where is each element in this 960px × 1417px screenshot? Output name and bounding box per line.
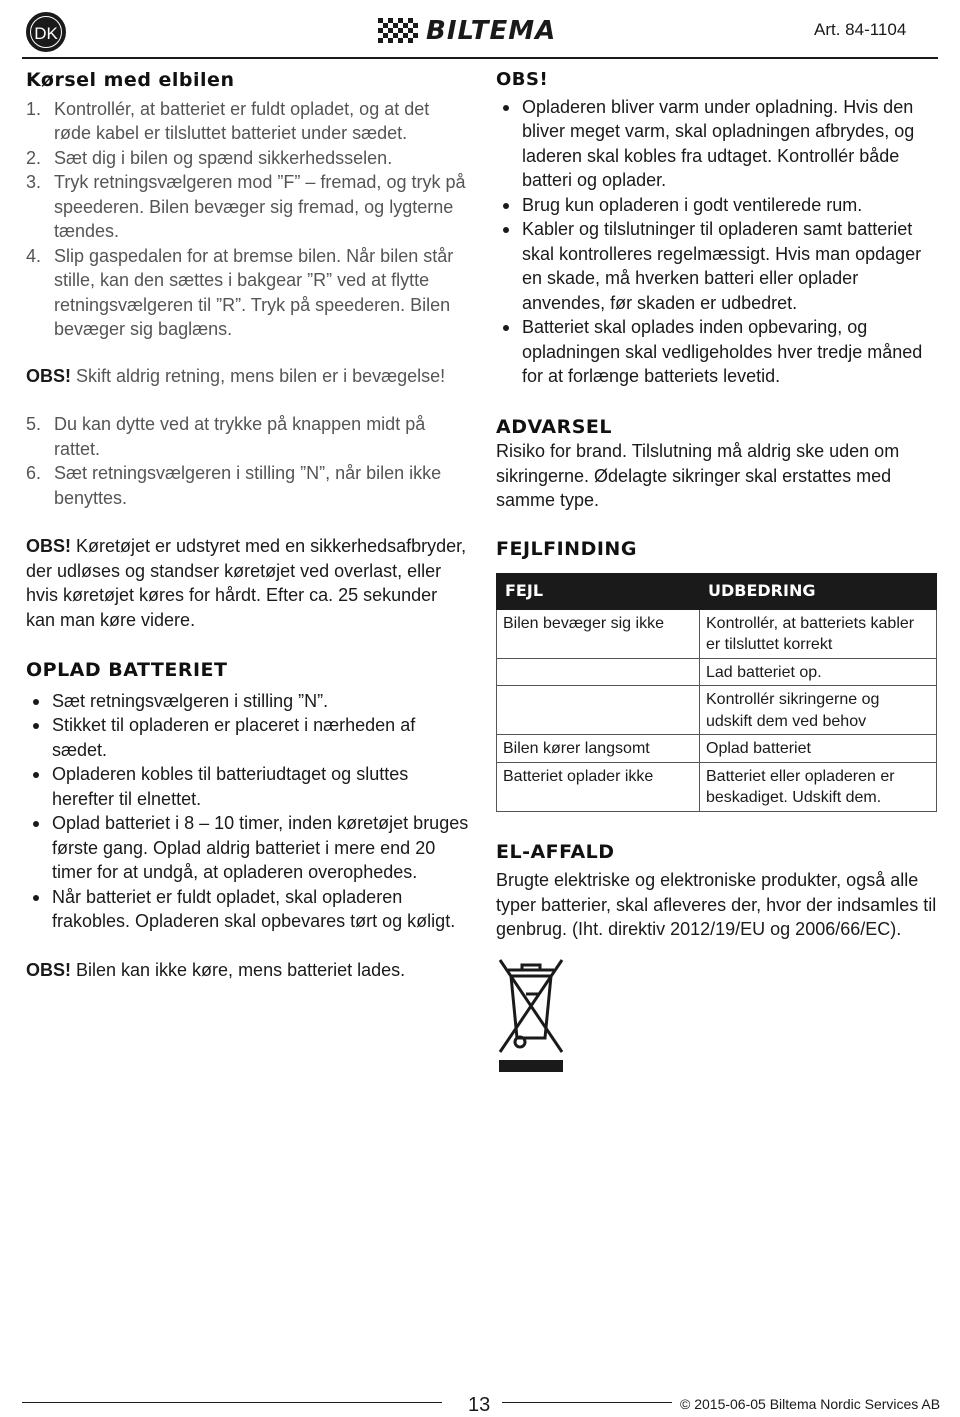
step-number: 3. xyxy=(26,172,42,192)
numbered-step xyxy=(26,97,470,146)
step-number: 2. xyxy=(26,147,42,168)
header-bar xyxy=(0,0,960,60)
obs-label: OBS! xyxy=(26,365,71,386)
step-number: 4. xyxy=(26,245,42,266)
table-row xyxy=(497,735,937,763)
remedy-cell: Lad batteriet op. xyxy=(700,658,937,686)
step-text: Kontrollér, at batteriet er fuldt opladet, og at det røde kabel er tilsluttet batteriet under sædet. xyxy=(54,98,430,143)
table-row xyxy=(497,609,937,658)
footer-line-right xyxy=(502,1402,672,1403)
table-row xyxy=(497,762,937,811)
bullet-item: Oplad batteriet i 8 – 10 timer, inden køretøjet bruges første gang. Oplad aldrig batteriet i mere end 20 timer for at undgå, at opladeren overophedes. xyxy=(26,811,470,885)
right-column xyxy=(496,68,942,1074)
bullet-item: Stikket til opladeren er placeret i nærheden af sædet. xyxy=(26,713,470,762)
step-number: 6. xyxy=(26,463,42,483)
fejlfinding-heading: FEJLFINDING xyxy=(496,537,637,560)
numbered-step xyxy=(26,170,470,244)
table-header-fejl: FEJL xyxy=(497,574,700,610)
article-number: Art. 84-1104 xyxy=(814,20,907,39)
obs-note-2 xyxy=(26,534,470,632)
brand-name: BILTEMA xyxy=(426,16,557,46)
obs-note-text: Skift aldrig retning, mens bilen er i bevægelse! xyxy=(71,365,446,386)
header-divider xyxy=(22,57,938,59)
section-heading-charge: OPLAD BATTERIET xyxy=(26,659,228,681)
remedy-cell: Oplad batteriet xyxy=(700,735,937,763)
fault-cell: Batteriet oplader ikke xyxy=(497,762,700,811)
fault-cell xyxy=(497,658,700,686)
obs-note-1 xyxy=(26,364,470,389)
remedy-cell: Batteriet eller opladeren er beskadiget. Udskift dem. xyxy=(700,762,937,811)
step-text: Sæt retningsvælgeren i stilling ”N”, når bilen ikke benyttes. xyxy=(54,463,442,508)
bullet-item: Når batteriet er fuldt opladet, skal opladeren frakobles. Opladeren skal opbevares tørt og køligt. xyxy=(26,885,470,934)
step-text: Du kan dytte ved at trykke på knappen midt på rattet. xyxy=(54,414,426,459)
bullet-item: Opladeren bliver varm under opladning. Hvis den bliver meget varm, skal opladningen afbrydes, og laderen skal kobles fra udtaget. Kontrollér både batteri og oplader. xyxy=(496,95,942,193)
el-affald-heading: EL-AFFALD xyxy=(496,840,615,863)
numbered-step xyxy=(26,412,470,461)
bullet-item: Opladeren kobles til batteriudtaget og sluttes herefter til elnettet. xyxy=(26,762,470,811)
bullet-item: Brug kun opladeren i godt ventilerede rum. xyxy=(496,193,942,218)
checkered-flag-icon xyxy=(378,18,422,44)
charge-bullet-list xyxy=(26,689,470,934)
numbered-step xyxy=(26,244,470,342)
step-text: Sæt dig i bilen og spænd sikkerhedsselen. xyxy=(54,147,393,168)
bullet-item: Kabler og tilslutninger til opladeren samt batteriet skal kontrolleres regelmæssigt. Hvis man opdager en skade, må hverken batteri eller oplader anvendes, før skaden er udbedret. xyxy=(496,217,942,315)
numbered-step xyxy=(26,146,470,171)
obs-bullet-list xyxy=(496,95,942,389)
numbered-step xyxy=(26,461,470,510)
language-badge xyxy=(26,12,66,52)
obs-note-3 xyxy=(26,958,470,983)
fault-cell: Bilen kører langsomt xyxy=(497,735,700,763)
obs-label: OBS! xyxy=(26,536,71,556)
obs-label: OBS! xyxy=(26,959,71,980)
language-badge-label: DK xyxy=(34,24,58,43)
fault-cell: Bilen bevæger sig ikke xyxy=(497,609,700,658)
step-number: 5. xyxy=(26,414,42,434)
table-header-udbedring: UDBEDRING xyxy=(700,574,937,610)
advarsel-heading: ADVARSEL xyxy=(496,415,612,438)
table-row xyxy=(497,686,937,735)
section-heading-driving: Kørsel med elbilen xyxy=(26,69,235,91)
step-text: Slip gaspedalen for at bremse bilen. Når bilen står stille, kan den sættes i bakgear ”R” ved at flytte retningsvælgeren til ”R”. Tryk på speederen. Bilen bevæger sig baglæns. xyxy=(54,245,454,339)
remedy-cell: Kontrollér sikringerne og udskift dem ved behov xyxy=(700,686,937,735)
table-row xyxy=(497,658,937,686)
footer xyxy=(0,1390,960,1416)
left-column xyxy=(26,68,470,982)
obs-note-text: Bilen kan ikke køre, mens batteriet lades. xyxy=(71,959,406,980)
page-number: 13 xyxy=(468,1394,491,1416)
remedy-cell: Kontrollér, at batteriets kabler er tilsluttet korrekt xyxy=(700,609,937,658)
crossed-out-wheelie-bin-icon xyxy=(496,956,566,1074)
el-affald-text: Brugte elektriske og elektroniske produkter, også alle typer batterier, skal afleveres der, hvor der indsamles til genbrug. (Iht. direktiv 2012/19/EU og 2006/66/EC). xyxy=(496,870,937,939)
copyright: © 2015-06-05 Biltema Nordic Services AB xyxy=(680,1396,941,1412)
steps-list-2 xyxy=(26,412,470,510)
step-text: Tryk retningsvælgeren mod ”F” – fremad, og tryk på speederen. Bilen bevæger sig fremad, og lygterne tændes. xyxy=(54,172,466,241)
troubleshooting-table xyxy=(496,573,937,812)
obs-note-text: Køretøjet er udstyret med en sikkerhedsafbryder, der udløses og standser køretøjet ved overlast, eller hvis køretøjet køres for hårdt. Efter ca. 25 sekunder kan man køre videre. xyxy=(26,536,467,630)
steps-list-1 xyxy=(26,97,470,342)
footer-line-left xyxy=(22,1402,442,1403)
obs-heading: OBS! xyxy=(496,69,549,90)
advarsel-text: Risiko for brand. Tilslutning må aldrig ske uden om sikringerne. Ødelagte sikringer skal erstattes med samme type. xyxy=(496,441,900,510)
fault-cell xyxy=(497,686,700,735)
bullet-item: Sæt retningsvælgeren i stilling ”N”. xyxy=(26,689,470,714)
step-number: 1. xyxy=(26,98,42,119)
bullet-item: Batteriet skal oplades inden opbevaring, og opladningen skal vedligeholdes hver tredje måned for at forlænge batteriets levetid. xyxy=(496,315,942,389)
biltema-logo xyxy=(378,16,556,46)
